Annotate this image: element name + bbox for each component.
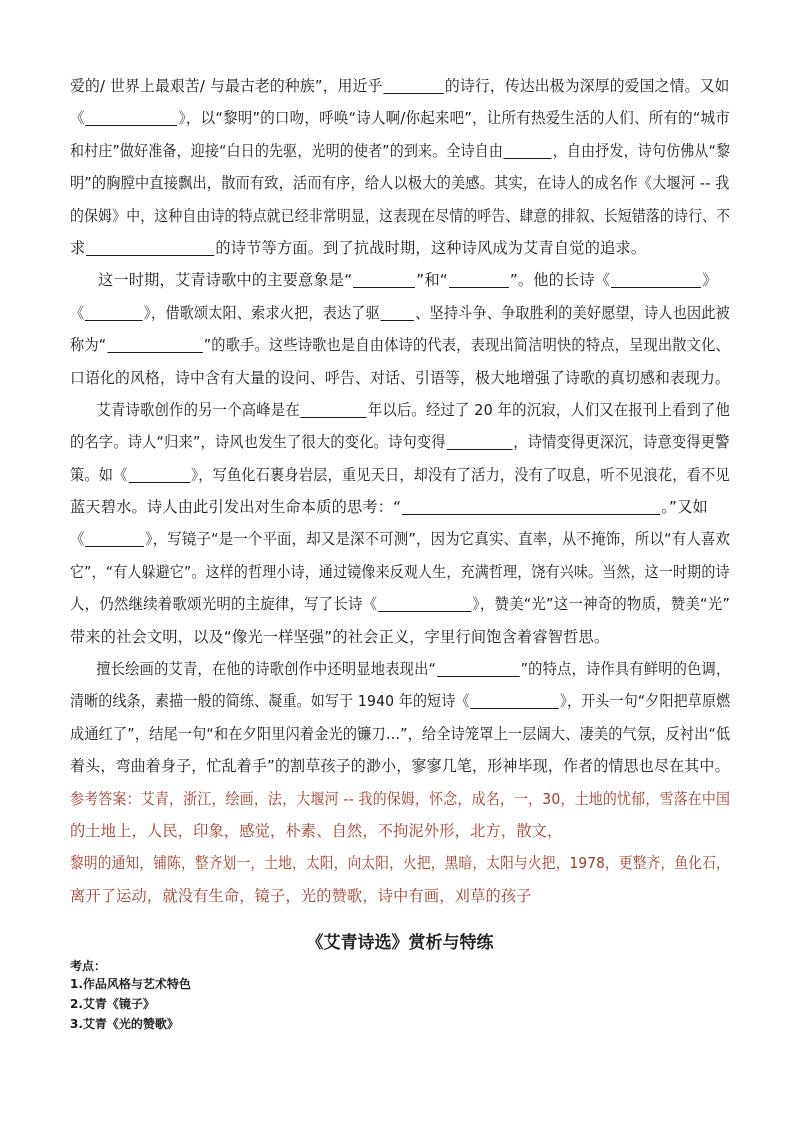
fill-blank bbox=[381, 302, 414, 321]
text-line: 蓝天碧水。诗人由此引发出对生命本质的思考：“ 。”又如 bbox=[70, 498, 708, 517]
point-item: 2.艾青《镜子》 bbox=[70, 997, 155, 1011]
text-line: 这一时期，艾青诗歌中的主要意象是“ ”和“ ”。他的长诗《 》 bbox=[98, 271, 718, 290]
text-line: 《 》，以“黎明”的口吻，呼唤“诗人啊/你起来吧”，让所有热爱生活的人们、所有的“城市 bbox=[70, 109, 730, 128]
fill-blank bbox=[504, 140, 552, 159]
fill-blank bbox=[301, 399, 367, 418]
fill-blank bbox=[86, 528, 145, 547]
text-line: 它”，“有人躲避它”。这样的哲理小诗，通过镜像来反观人生，充满哲理，饶有兴味。当然，这一时期的诗 bbox=[70, 562, 730, 581]
text-line: 明”的胸膛中直接飘出，散而有致，活而有序，给人以极大的美感。其实，在诗人的成名作《大堰河 -- 我 bbox=[70, 174, 730, 193]
text-line: 的名字。诗人“归来”，诗风也发生了很大的变化。诗句变得 ，诗情变得更深沉，诗意变得更警 bbox=[70, 433, 730, 452]
point-item: 1.作品风格与艺术特色 bbox=[70, 977, 191, 991]
fill-blank bbox=[447, 431, 513, 450]
answer-line: 离开了运动，就没有生命，镜子，光的赞歌，诗中有画，刈草的孩子 bbox=[70, 886, 532, 905]
text-line: 人，仍然继续着歌颂光明的主旋律，写了长诗《 》，赞美“光”这一神奇的物质，赞美“光” bbox=[70, 595, 731, 614]
fill-blank bbox=[437, 658, 520, 677]
fill-blank bbox=[86, 237, 214, 256]
text-line: 带来的社会文明，以及“像光一样坚强”的社会正义，字里行间饱含着睿智哲思。 bbox=[70, 627, 610, 646]
answer-line: 参考答案：艾青，浙江，绘画，法，大堰河 -- 我的保姆，怀念，成名，一，30，土地的忧郁，雪落在中国 bbox=[70, 789, 731, 808]
kaodian-label: 考点： bbox=[70, 959, 107, 973]
text-line: 艾青诗歌创作的另一个高峰是在 年以后。经过了 20 年的沉寂，人们又在报刊上看到了他 bbox=[96, 400, 731, 419]
text-line: 成通红了”，结尾一句“和在夕阳里闪着金光的镰刀…”，给全诗笼罩上一层阔大、凄美的气氛，反衬出“低 bbox=[70, 724, 731, 743]
text-line: 的保姆》中，这种自由诗的特点就已经非常明显，这表现在尽情的呼告、肆意的排叙、长短错落的诗行、不 bbox=[70, 206, 731, 225]
fill-blank bbox=[85, 302, 143, 321]
fill-blank bbox=[402, 496, 660, 515]
fill-blank bbox=[86, 107, 178, 126]
text-line: 称为“ ”的歌手。这些诗歌也是自由体诗的代表，表现出简洁明快的特点，呈现出散文化、 bbox=[70, 336, 730, 355]
text-line: 口语化的风格，诗中含有大量的设问、呼告、对话、引语等，极大地增强了诗歌的真切感和表现力。 bbox=[70, 368, 731, 387]
fill-blank bbox=[449, 269, 509, 288]
section-title: 《艾青诗选》赏析与特练 bbox=[306, 933, 494, 953]
fill-blank bbox=[611, 269, 701, 288]
fill-blank bbox=[378, 593, 471, 612]
answer-line: 的土地上，人民，印象，感觉，朴素、自然，不拘泥外形，北方，散文， bbox=[70, 821, 563, 840]
text-line: 爱的/ 世界上最艰苦/ 与最古老的种族”，用近乎 的诗行，传达出极为深厚的爱国之情。又如 bbox=[70, 77, 730, 95]
fill-blank bbox=[353, 269, 415, 288]
point-item: 3.艾青《光的赞歌》 bbox=[70, 1017, 179, 1031]
document-page bbox=[70, 70, 731, 1031]
fill-blank bbox=[384, 75, 444, 94]
text-line: 《 》，写镜子“是一个平面，却又是深不可测”，因为它真实、直率，从不掩饰，所以“有人喜欢 bbox=[70, 530, 731, 549]
text-line: 和村庄”做好准备，迎接“白日的先驱，光明的使者”的到来。全诗自由 ，自由抒发，诗句仿佛从“黎 bbox=[70, 141, 731, 160]
fill-blank bbox=[471, 690, 559, 709]
text-line: 着头，弯曲着身子，忙乱着手”的割草孩子的渺小，寥寥几笔，形神毕现，作者的情思也尽在其中。 bbox=[70, 757, 730, 776]
text-line: 求 的诗节等方面。到了抗战时期，这种诗风成为艾青自觉的追求。 bbox=[70, 238, 647, 257]
text-line: 策。如《 》，写鱼化石裹身岩层，重见天日，却没有了活力，没有了叹息，听不见浪花，看不见 bbox=[70, 465, 730, 484]
answer-line: 黎明的通知，铺陈，整齐划一，土地，太阳，向太阳，火把，黑暗，太阳与火把，1978，更整齐，鱼化石， bbox=[70, 854, 730, 873]
text-line: 清晰的线条，素描一般的简练、凝重。如写于 1940 年的短诗《 》，开头一句“夕阳把草原燃 bbox=[70, 692, 731, 711]
text-line: 擅长绘画的艾青，在他的诗歌创作中还明显地表现出“ ”的特点，诗作具有鲜明的色调， bbox=[96, 660, 731, 679]
text-line: 《 》，借歌颂太阳、索求火把，表达了驱 、坚持斗争、争取胜利的美好愿望，诗人也因此被 bbox=[70, 303, 730, 322]
fill-blank bbox=[107, 334, 202, 353]
fill-blank bbox=[128, 464, 190, 483]
